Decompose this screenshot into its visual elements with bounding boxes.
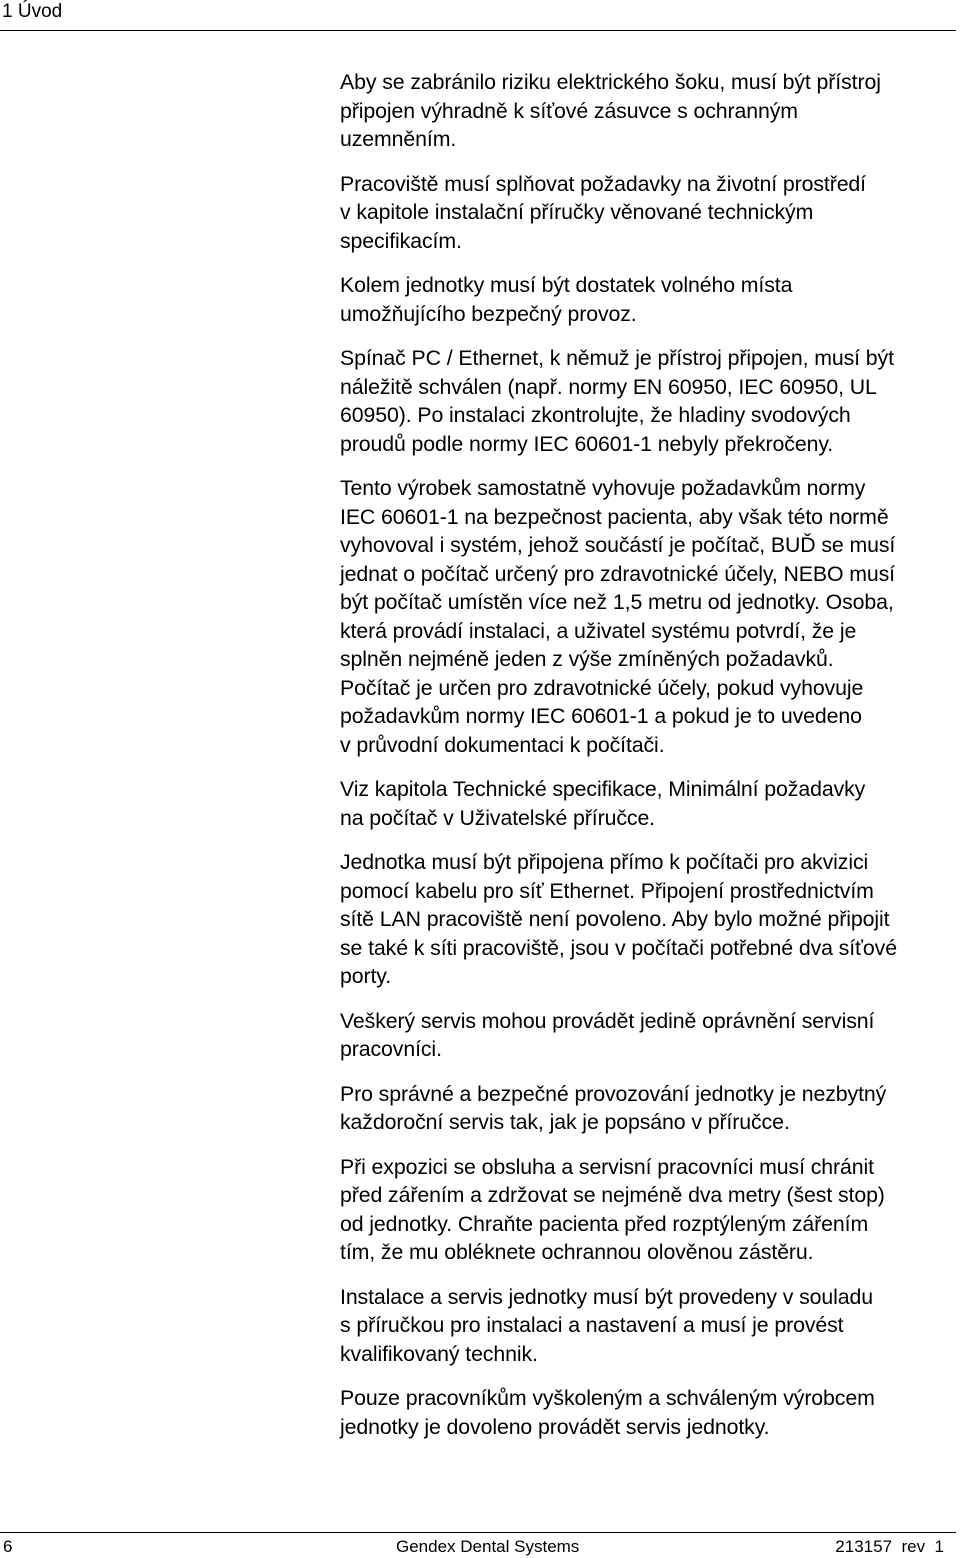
paragraph-iec-compliance: Tento výrobek samostatně vyhovuje požadavkům normy IEC 60601-1 na bezpečnost pacienta, aby však této normě vyhovoval i systém, jehož součástí je počítač, BUĎ se musí jednat o počítač určený pro zdravotnické účely, NEBO musí být počítač umístěn více než 1,5 metru od jednotky. Osoba, která provádí instalaci, a uživatel systému potvrdí, že je splněn nejméně jeden z výše zmíněných požadavků. Počítač je určen pro zdravotnické účely, pokud vyhovuje požadavkům normy IEC 60601-1 a pokud je to uvedeno v průvodní dokumentaci k počítači. [340,476,896,757]
page-header [0,0,960,34]
paragraph-ethernet-switch: Spínač PC / Ethernet, k němuž je přístroj připojen, musí být náležitě schválen (např. normy EN 60950, IEC 60950, UL 60950). Po instalaci zkontrolujte, že hladiny svodových proudů podle normy IEC 60601-1 nebyly překročeny. [340,346,894,456]
paragraph-free-space: Kolem jednotky musí být dostatek volného místa umožňujícího bezpečný provoz. [340,273,793,326]
paragraph-installation: Instalace a servis jednotky musí být provedeny v souladu s příručkou pro instalaci a nastavení a musí je provést kvalifikovaný technik. [340,1284,874,1366]
footer-doc-id: 213157 rev 1 [835,1537,944,1556]
paragraph-direct-connection: Jednotka musí být připojena přímo k počítači pro akvizici pomocí kabelu pro síť Ethernet. Připojení prostřednictvím sítě LAN pracoviště není povoleno. Aby bylo možné připojit se také k síti pracoviště, jsou v počítači potřebné dva síťové porty. [340,850,897,988]
footer-divider [0,1532,956,1533]
warnings-body [340,68,956,1457]
paragraph-environment: Pracoviště musí splňovat požadavky na životní prostředí v kapitole instalační příručky věnované technickým specifikacím. [340,171,866,253]
paragraph-authorized-service: Veškerý servis mohou provádět jedině oprávnění servisní pracovníci. [340,1008,875,1061]
footer-company: Gendex Dental Systems [396,1537,580,1556]
paragraph-trained-personnel: Pouze pracovníkům vyškoleným a schváleným výrobcem jednotky je dovoleno provádět servis jednotky. [340,1386,875,1439]
paragraph-annual-service: Pro správné a bezpečné provozování jednotky je nezbytný každoroční servis tak, jak je popsáno v příručce. [340,1081,887,1134]
section-title: 1 Úvod [2,1,63,22]
paragraph-pc-requirements: Viz kapitola Technické specifikace, Minimální požadavky na počítač v Uživatelské příručce. [340,777,866,830]
paragraph-radiation-protection: Při expozici se obsluha a servisní pracovníci musí chránit před zářením a zdržovat se nejméně dva metry (šest stop) od jednotky. Chraňte pacienta před rozptýleným zářením tím, že mu obléknete ochrannou olověnou zástěru. [340,1154,885,1264]
paragraph-electric-shock: Aby se zabránilo riziku elektrického šoku, musí být přístroj připojen výhradně k síťové zásuvce s ochranným uzemněním. [340,70,881,151]
header-divider [0,30,956,31]
page-number: 6 [3,1537,13,1556]
